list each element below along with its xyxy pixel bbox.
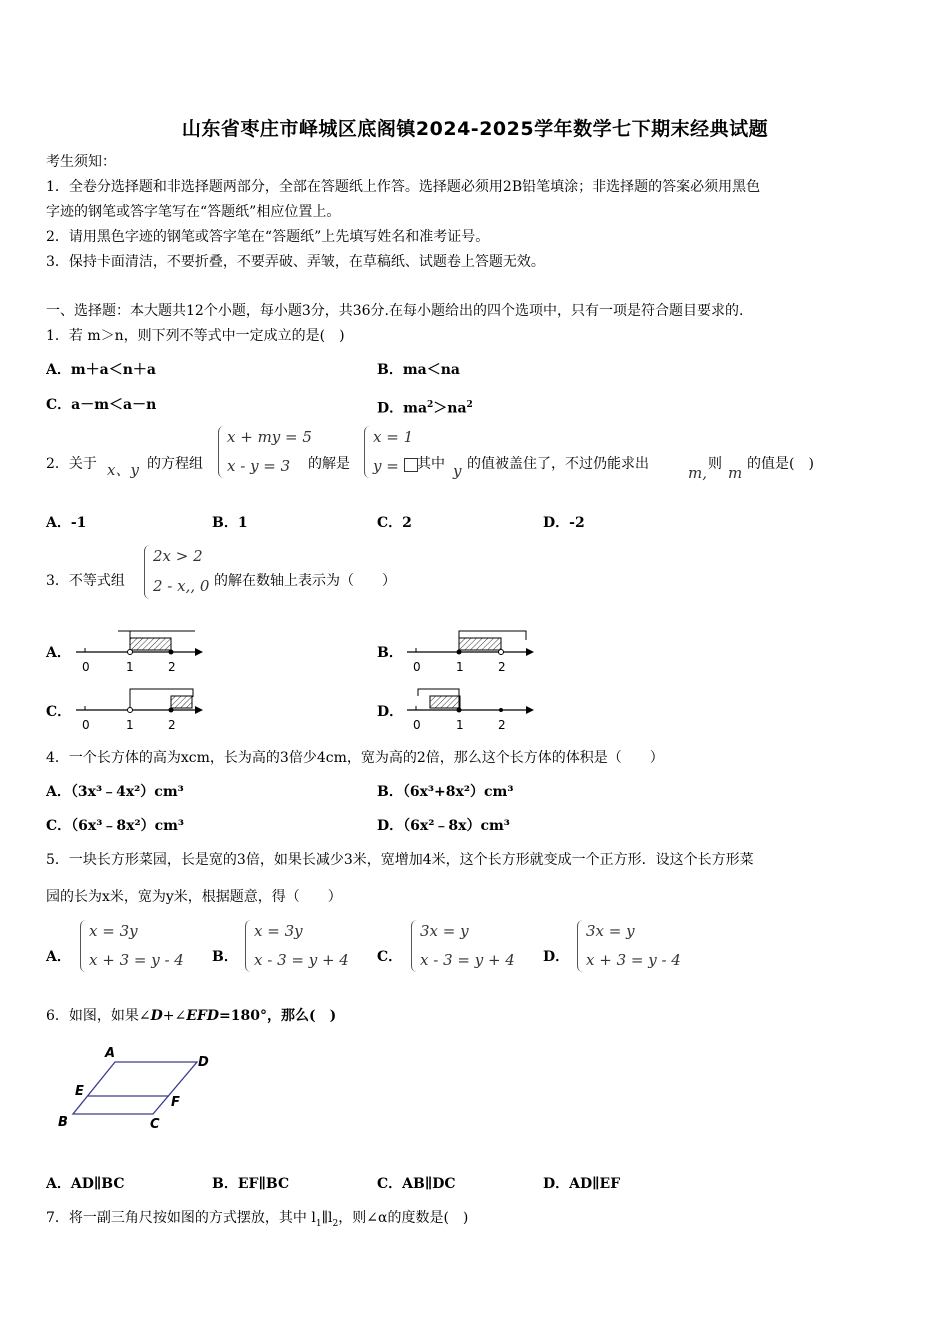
- q2-option-c: C．2: [377, 515, 412, 531]
- q2-text-solution: 的解是: [308, 456, 350, 472]
- q3-ine-2: 2 - x,, 0: [153, 577, 210, 595]
- q5-option-b-label: B．: [212, 949, 238, 965]
- tick-label: 2: [498, 660, 506, 674]
- number-line-d: [407, 689, 534, 732]
- number-line-c: [76, 689, 203, 732]
- q2-text-value: 的值是( ): [747, 456, 814, 472]
- q2-text-covered: 的值被盖住了，不过仍能求出: [467, 456, 649, 472]
- page-title: 山东省枣庄市峄城区底阁镇2024-2025学年数学七下期末经典试题: [181, 118, 769, 140]
- q2-sol-1: x = 1: [373, 428, 414, 446]
- q4-option-b: B．（6x³+8x²）cm³: [377, 784, 514, 800]
- q2-label: 2．关于: [46, 456, 97, 472]
- q4-stem: 4．一个长方体的高为xcm，长为高的3倍少4cm，宽为高的2倍，那么这个长方体的体积是（ ）: [46, 750, 664, 766]
- q6-option-c: C．AB∥DC: [377, 1176, 456, 1192]
- q5-d-eq-1: 3x = y: [586, 922, 635, 940]
- q5-d-eq-2: x + 3 = y - 4: [586, 951, 681, 969]
- tick-label: 0: [413, 718, 421, 732]
- q5-option-d-label: D．: [543, 949, 570, 965]
- q6-option-a: A．AD∥BC: [46, 1176, 125, 1192]
- q2-vars: x、y: [107, 461, 139, 479]
- q3-option-a-label: A．: [46, 645, 71, 661]
- q4-option-d: D．（6x²﹣8x）cm³: [377, 818, 510, 834]
- q5-b-eq-1: x = 3y: [254, 922, 303, 940]
- q2-eq-1: x + my = 5: [227, 428, 312, 446]
- tick-label: 0: [82, 660, 90, 674]
- q1-stem: 1．若 m＞n，则下列不等式中一定成立的是( ): [46, 328, 345, 344]
- q2-var-m: m,: [688, 464, 707, 482]
- q5-a-eq-2: x + 3 = y - 4: [89, 951, 184, 969]
- q2-option-a: A．-1: [46, 515, 87, 531]
- notice-heading: 考生须知：: [46, 154, 116, 170]
- point-label-d: D: [198, 1055, 209, 1070]
- q3-option-b-label: B．: [377, 645, 403, 661]
- q4-option-a: A．（3x³﹣4x²）cm³: [46, 784, 184, 800]
- q5-b-eq-2: x - 3 = y + 4: [254, 951, 349, 969]
- tick-label: 1: [456, 660, 464, 674]
- q1-option-d: D．$ma^2>na^2$: [377, 400, 473, 417]
- q2-var-y: y: [453, 462, 462, 480]
- q5-option-b-system: [245, 920, 356, 972]
- tick-label: 1: [126, 718, 134, 732]
- tick-label: 0: [413, 660, 421, 674]
- q5-a-eq-1: x = 3y: [89, 922, 138, 940]
- tick-label: 2: [168, 660, 176, 674]
- tick-label: 0: [82, 718, 90, 732]
- q1-option-c: C．a－m＜a－n: [46, 397, 157, 413]
- point-label-e: E: [75, 1084, 84, 1099]
- q5-c-eq-1: 3x = y: [420, 922, 469, 940]
- q5-line-2: 园的长为x米，宽为y米，根据题意，得（ ）: [46, 889, 342, 905]
- q2-text-among: 其中: [417, 456, 445, 472]
- section-heading: 一、选择题：本大题共12个小题，每小题3分，共36分.在每小题给出的四个选项中，只有一项是符合题目要求的.: [46, 303, 744, 319]
- q2-eq-2: x - y = 3: [227, 457, 291, 475]
- q3-ine-1: 2x > 2: [153, 547, 203, 565]
- q2-var-m2: m: [728, 464, 743, 482]
- q5-option-a-system: [80, 920, 191, 972]
- q5-option-c-system: [411, 920, 522, 972]
- tick-label: 2: [168, 718, 176, 732]
- q2-text-system: 的方程组: [147, 456, 203, 472]
- q7-stem: 7．将一副三角尺按如图的方式摆放，其中 $l_1\parallel l_2$，则∠α的度数是( ): [46, 1210, 469, 1229]
- q5-c-eq-2: x - 3 = y + 4: [420, 951, 515, 969]
- q1-option-a: A．m＋a＜n＋a: [46, 362, 156, 378]
- number-line-b: [407, 631, 534, 674]
- q6-stem: 6．如图，如果∠D+∠EFD=180°，那么( ): [46, 1008, 337, 1024]
- q5-line-1: 5．一块长方形菜园，长是宽的3倍，如果长减少3米，宽增加4米，这个长方形就变成一个正方形．设这个长方形菜: [46, 852, 754, 868]
- q3-label: 3．不等式组: [46, 573, 125, 589]
- q6-option-b: B．EF∥BC: [212, 1176, 290, 1192]
- notice-line-1b: 字迹的钢笔或答字笔写在“答题纸”相应位置上。: [46, 204, 341, 220]
- q2-option-d: D．-2: [543, 515, 585, 531]
- q1-option-b: B．ma＜na: [377, 362, 460, 378]
- tick-label: 2: [498, 718, 506, 732]
- point-label-c: C: [150, 1117, 160, 1132]
- notice-line-1a: 1．全卷分选择题和非选择题两部分，全部在答题纸上作答。选择题必须用2B铅笔填涂；非选择题的答案必须用黑色: [46, 179, 761, 195]
- notice-line-3: 3．保持卡面清洁，不要折叠，不要弄破、弄皱，在草稿纸、试题卷上答题无效。: [46, 254, 545, 270]
- tick-label: 1: [126, 660, 134, 674]
- q5-option-c-label: C．: [377, 949, 403, 965]
- notice-line-2: 2．请用黑色字迹的钢笔或答字笔在“答题纸”上先填写姓名和准考证号。: [46, 229, 490, 245]
- q3-text: 的解在数轴上表示为（ ）: [214, 573, 396, 589]
- tick-label: 1: [456, 718, 464, 732]
- q6-parallelogram-figure: [40, 1040, 230, 1140]
- q5-option-d-system: [577, 920, 688, 972]
- q2-sol-2: y =: [373, 457, 418, 475]
- q2-text-then: 则: [708, 456, 722, 472]
- point-label-f: F: [171, 1095, 180, 1110]
- number-line-a: [76, 631, 203, 674]
- q3-option-d-label: D．: [377, 704, 404, 720]
- q4-option-c: C．（6x³﹣8x²）cm³: [46, 818, 185, 834]
- q3-option-c-label: C．: [46, 704, 72, 720]
- point-label-a: A: [105, 1046, 116, 1061]
- q6-option-d: D．AD∥EF: [543, 1176, 621, 1192]
- q5-option-a-label: A．: [46, 949, 71, 965]
- point-label-b: B: [58, 1115, 68, 1130]
- q2-option-b: B．1: [212, 515, 248, 531]
